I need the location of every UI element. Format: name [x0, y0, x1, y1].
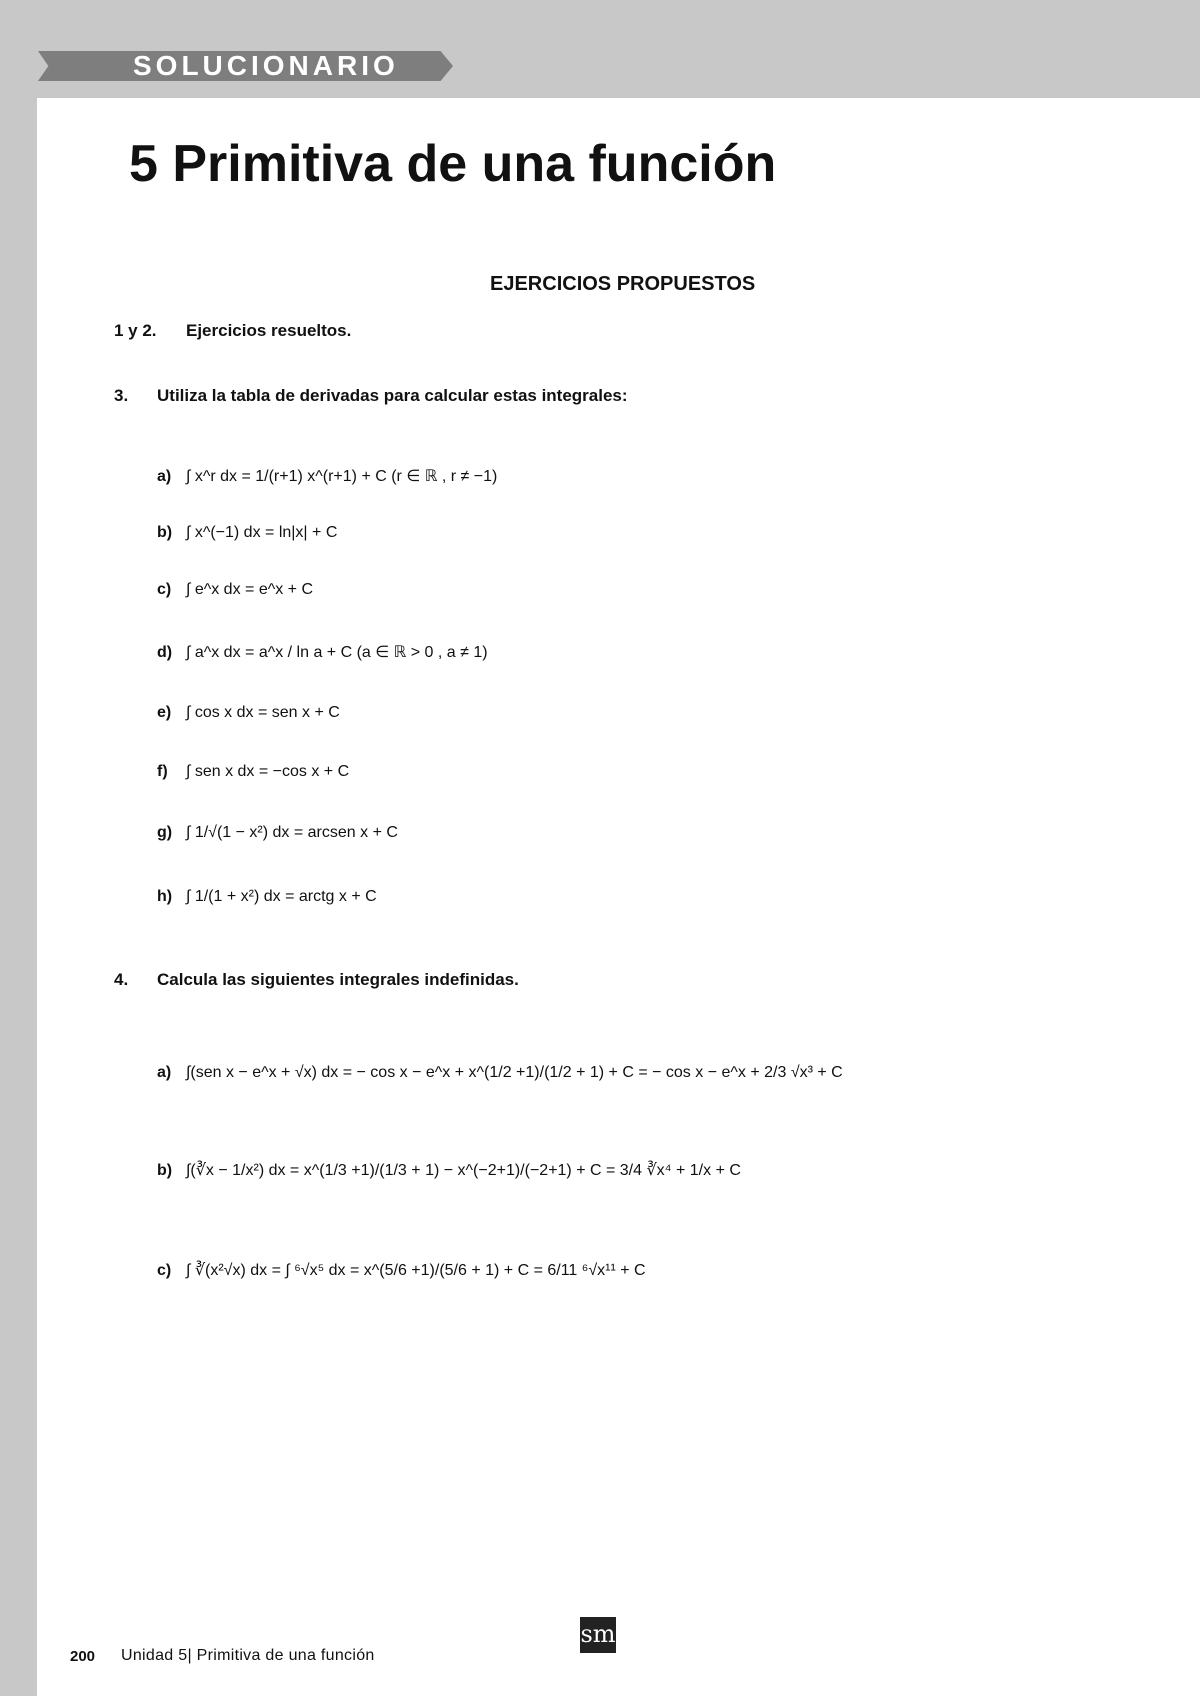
integral-formula: ∫ sen x dx = −cos x + C	[186, 763, 350, 780]
exercise-number: 1 y 2.	[114, 321, 157, 340]
integral-formula: ∫ x^r dx = 1/(r+1) x^(r+1) + C (r ∈ ℝ , r ≠ −1)	[186, 468, 498, 485]
integral-formula: ∫ x^(−1) dx = ln|x| + C	[186, 524, 338, 541]
item-label: c)	[157, 581, 172, 598]
exercise-number: 3.	[114, 386, 129, 405]
integral-formula: ∫ ∛(x²√x) dx = ∫ ⁶√x⁵ dx = x^(5/6 +1)/(5/6 + 1) + C = 6/11 ⁶√x¹¹ + C	[186, 1262, 646, 1279]
publisher-logo: sm	[580, 1617, 616, 1653]
exercise-text: Ejercicios resueltos.	[186, 321, 352, 340]
chapter-title: 5 Primitiva de una función	[129, 135, 777, 193]
exercise-text: Utiliza la tabla de derivadas para calcular estas integrales:	[157, 386, 628, 405]
item-label: h)	[157, 888, 173, 905]
exercise-text: Calcula las siguientes integrales indefinidas.	[157, 970, 519, 989]
item-label: e)	[157, 704, 172, 721]
item-label: g)	[157, 824, 173, 841]
header-banner-title: SOLUCIONARIO	[133, 50, 399, 81]
integral-formula: ∫ 1/√(1 − x²) dx = arcsen x + C	[186, 824, 398, 841]
item-label: c)	[157, 1262, 172, 1279]
item-label: b)	[157, 1162, 173, 1179]
item-label: a)	[157, 1064, 172, 1081]
item-label: d)	[157, 644, 173, 661]
integral-formula: ∫ 1/(1 + x²) dx = arctg x + C	[186, 888, 377, 905]
exercise-number: 4.	[114, 970, 129, 989]
item-label: b)	[157, 524, 173, 541]
footer-text: Unidad 5| Primitiva de una función	[121, 1647, 375, 1664]
integral-formula: ∫ cos x dx = sen x + C	[186, 704, 340, 721]
item-label: f)	[157, 763, 168, 780]
integral-formula: ∫ e^x dx = e^x + C	[186, 581, 314, 598]
integral-formula: ∫ a^x dx = a^x / ln a + C (a ∈ ℝ > 0 , a ≠ 1)	[186, 644, 488, 661]
section-title: EJERCICIOS PROPUESTOS	[490, 273, 756, 295]
integral-formula: ∫(sen x − e^x + √x) dx = − cos x − e^x + x^(1/2 +1)/(1/2 + 1) + C = − cos x − e^x + 2/3 √x³ + C	[186, 1064, 843, 1081]
integral-formula: ∫(∛x − 1/x²) dx = x^(1/3 +1)/(1/3 + 1) − x^(−2+1)/(−2+1) + C = 3/4 ∛x⁴ + 1/x + C	[186, 1162, 741, 1179]
page-number: 200	[70, 1648, 96, 1665]
item-label: a)	[157, 468, 172, 485]
